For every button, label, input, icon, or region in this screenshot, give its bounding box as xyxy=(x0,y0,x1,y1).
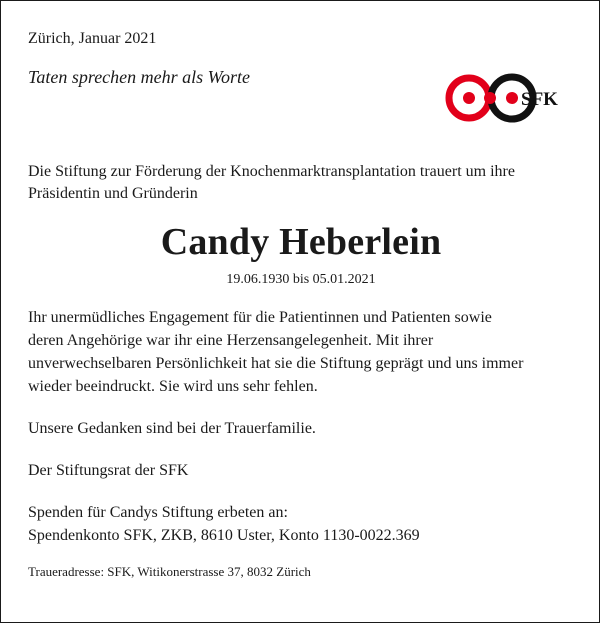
tribute-line: unverwechselbaren Persönlichkeit hat sie die Stiftung geprägt und uns immer xyxy=(28,355,524,372)
motto: Taten sprechen mehr als Worte xyxy=(28,67,250,87)
donation-account: Spendenkonto SFK, ZKB, 8610 Uster, Konto 1130-0022.369 xyxy=(28,527,420,544)
place-date: Zürich, Januar 2021 xyxy=(28,30,157,47)
tribute-line: deren Angehörige war ihr eine Herzensangelegenheit. Mit ihrer xyxy=(28,332,434,349)
tribute-text xyxy=(28,306,588,398)
logo-red-dot xyxy=(506,92,518,104)
logo-text: SFK xyxy=(521,89,558,110)
thoughts-text: Unsere Gedanken sind bei der Trauerfamilie. xyxy=(28,420,316,437)
mourning-address: Traueradresse: SFK, Witikonerstrasse 37, 8032 Zürich xyxy=(28,564,311,579)
tribute-line: Ihr unermüdliches Engagement für die Patientinnen und Patienten sowie xyxy=(28,309,492,326)
deceased-name: Candy Heberlein xyxy=(160,221,442,263)
intro-text xyxy=(28,161,578,205)
sfk-logo-graphic xyxy=(444,69,574,129)
logo-red-dot xyxy=(484,92,496,104)
sfk-logo xyxy=(444,69,574,129)
intro-line: Die Stiftung zur Förderung der Knochenmarktransplantation trauert um ihre xyxy=(28,163,515,180)
logo-red-dot xyxy=(463,92,475,104)
life-dates: 19.06.1930 bis 05.01.2021 xyxy=(226,272,376,287)
intro-line: Präsidentin und Gründerin xyxy=(28,185,198,202)
tribute-line: wieder beeindruckt. Sie wird uns sehr fehlen. xyxy=(28,378,318,395)
donation-line: Spenden für Candys Stiftung erbeten an: xyxy=(28,504,288,521)
signature: Der Stiftungsrat der SFK xyxy=(28,462,189,479)
donation-info xyxy=(28,501,420,547)
